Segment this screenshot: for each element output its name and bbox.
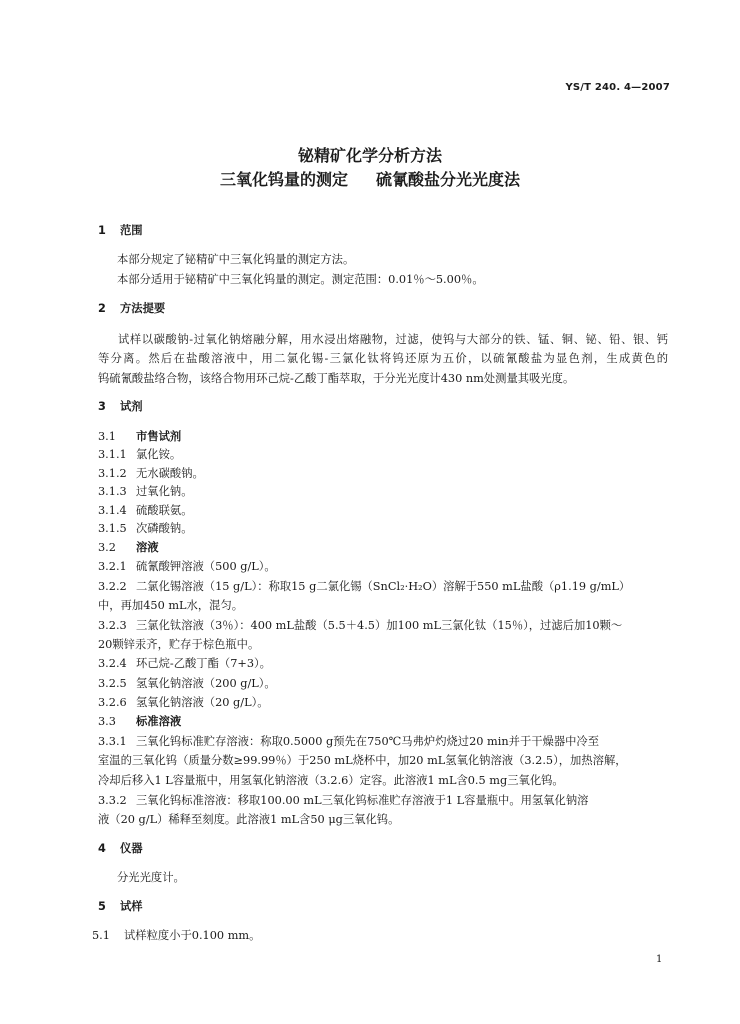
clause-number: 3.2.5 <box>98 677 127 690</box>
clause-3-2-2 <box>98 580 630 594</box>
section-1-para-2: 本部分适用于铋精矿中三氧化钨量的测定。测定范围：0.01％～5.00％。 <box>117 273 484 286</box>
clause-3-2-5 <box>98 677 276 691</box>
clause-3-2-3 <box>98 619 622 633</box>
section-2-line-2: 等分离。然后在盐酸溶液中，用二氯化锡-三氯化钛将钨还原为五价，以硫氰酸盐为显色剂，生成黄色的 <box>98 352 668 365</box>
section-4-para-1: 分光光度计。 <box>117 871 185 884</box>
clause-3-2-3-cont: 20颗锌汞齐，贮存于棕色瓶中。 <box>98 638 260 651</box>
clause-number: 5.1 <box>92 929 110 942</box>
clause-text: 三氯化钛溶液（3％）：400 mL盐酸（5.5＋4.5）加100 mL三氯化钛（15％），过滤后加10颗～ <box>136 619 623 632</box>
section-3-heading <box>98 400 143 414</box>
section-5-heading <box>98 900 143 914</box>
section-4-heading <box>98 842 143 856</box>
clause-text: 试样粒度小于0.100 mm。 <box>124 929 261 942</box>
clause-text: 三氧化钨标准溶液：移取100.00 mL三氧化钨标准贮存溶液于1 L容量瓶中。用氢氧化钠溶 <box>136 794 589 807</box>
clause-text: 硫氰酸钾溶液（500 g/L）。 <box>136 560 276 573</box>
section-2-heading <box>98 302 165 316</box>
section-title: 试剂 <box>120 400 143 413</box>
clause-number: 3.2.2 <box>98 580 127 593</box>
section-2-line-3: 钨硫氰酸盐络合物，该络合物用环己烷-乙酸丁酯萃取，于分光光度计430 nm处测量其吸光度。 <box>98 372 575 385</box>
clause-number: 3.1.5 <box>98 522 127 535</box>
clause-number: 3.1.4 <box>98 504 127 517</box>
title-line-2 <box>0 167 740 190</box>
clause-3-1-5 <box>98 522 193 536</box>
clause-text: 标准溶液 <box>136 715 182 728</box>
clause-3-1-2 <box>98 467 204 481</box>
section-1-heading <box>98 224 143 238</box>
section-1-para-1: 本部分规定了铋精矿中三氧化钨量的测定方法。 <box>117 253 355 266</box>
section-number: 3 <box>98 400 106 413</box>
clause-text: 溶液 <box>136 541 159 554</box>
clause-3-3 <box>98 715 181 729</box>
clause-text: 市售试剂 <box>136 430 182 443</box>
clause-text: 无水碳酸钠。 <box>136 467 204 480</box>
title-line-2-part-a: 三氧化钨量的测定 <box>219 170 348 189</box>
clause-3-3-1-cont-1: 室温的三氧化钨（质量分数≥99.99％）于250 mL烧杯中，加20 mL氢氧化钠溶液（3.2.5），加热溶解， <box>98 754 627 767</box>
clause-text: 二氯化锡溶液（15 g/L）：称取15 g二氯化锡（SnCl₂·H₂O）溶解于550 mL盐酸（ρ1.19 g/mL） <box>136 580 631 593</box>
title-line-1: 铋精矿化学分析方法 <box>297 146 442 165</box>
clause-3-1-3 <box>98 485 193 499</box>
clause-3-2-2-cont: 中，再加450 mL水，混匀。 <box>98 599 244 612</box>
section-number: 2 <box>98 302 106 315</box>
clause-number: 3.2.4 <box>98 657 127 670</box>
clause-number: 3.1 <box>98 430 116 443</box>
section-number: 4 <box>98 842 106 855</box>
clause-number: 3.3.2 <box>98 794 127 807</box>
clause-3-3-1 <box>98 735 599 749</box>
clause-3-3-2 <box>98 794 588 808</box>
clause-3-3-2-cont: 液（20 g/L）稀释至刻度。此溶液1 mL含50 μg三氧化钨。 <box>98 813 400 826</box>
clause-3-2-6 <box>98 696 269 710</box>
clause-number: 3.2.6 <box>98 696 127 709</box>
section-title: 试样 <box>120 900 143 913</box>
page-number: 1 <box>656 954 663 965</box>
clause-text: 氯化铵。 <box>136 448 182 461</box>
section-number: 5 <box>98 900 106 913</box>
clause-text: 硫酸联氨。 <box>136 504 193 517</box>
clause-text: 氢氧化钠溶液（200 g/L）。 <box>136 677 276 690</box>
clause-number: 3.1.3 <box>98 485 127 498</box>
clause-5-1 <box>92 929 260 943</box>
clause-3-2-1 <box>98 560 276 574</box>
clause-number: 3.2.3 <box>98 619 127 632</box>
clause-number: 3.2.1 <box>98 560 127 573</box>
clause-number: 3.1.2 <box>98 467 127 480</box>
clause-3-1-4 <box>98 504 193 518</box>
clause-number: 3.2 <box>98 541 116 554</box>
section-title: 方法提要 <box>120 302 166 315</box>
title-line-2-part-b: 硫氰酸盐分光光度法 <box>376 170 521 189</box>
clause-number: 3.1.1 <box>98 448 127 461</box>
clause-3-1-1 <box>98 448 181 462</box>
clause-number: 3.3 <box>98 715 116 728</box>
clause-3-1 <box>98 430 181 444</box>
clause-text: 过氧化钠。 <box>136 485 193 498</box>
section-2-line-1: 试样以碳酸钠-过氧化钠熔融分解，用水浸出熔融物，过滤，使钨与大部分的铁、锰、铜、铋、铅、银、钙 <box>118 333 668 346</box>
clause-3-2-4 <box>98 657 271 671</box>
clause-text: 氢氧化钠溶液（20 g/L）。 <box>136 696 269 709</box>
clause-text: 环己烷-乙酸丁酯（7+3）。 <box>136 657 271 670</box>
section-title: 范围 <box>120 224 143 237</box>
document-code: YS/T 240. 4—2007 <box>565 82 670 93</box>
section-title: 仪器 <box>120 842 143 855</box>
clause-3-2 <box>98 541 159 555</box>
clause-text: 次磷酸钠。 <box>136 522 193 535</box>
section-number: 1 <box>98 224 106 237</box>
clause-3-3-1-cont-2: 冷却后移入1 L容量瓶中，用氢氧化钠溶液（3.2.6）定容。此溶液1 mL含0.5 mg三氧化钨。 <box>98 774 564 787</box>
clause-number: 3.3.1 <box>98 735 127 748</box>
clause-text: 三氧化钨标准贮存溶液：称取0.5000 g预先在750℃马弗炉灼烧过20 min并于干燥器中冷至 <box>136 735 600 748</box>
